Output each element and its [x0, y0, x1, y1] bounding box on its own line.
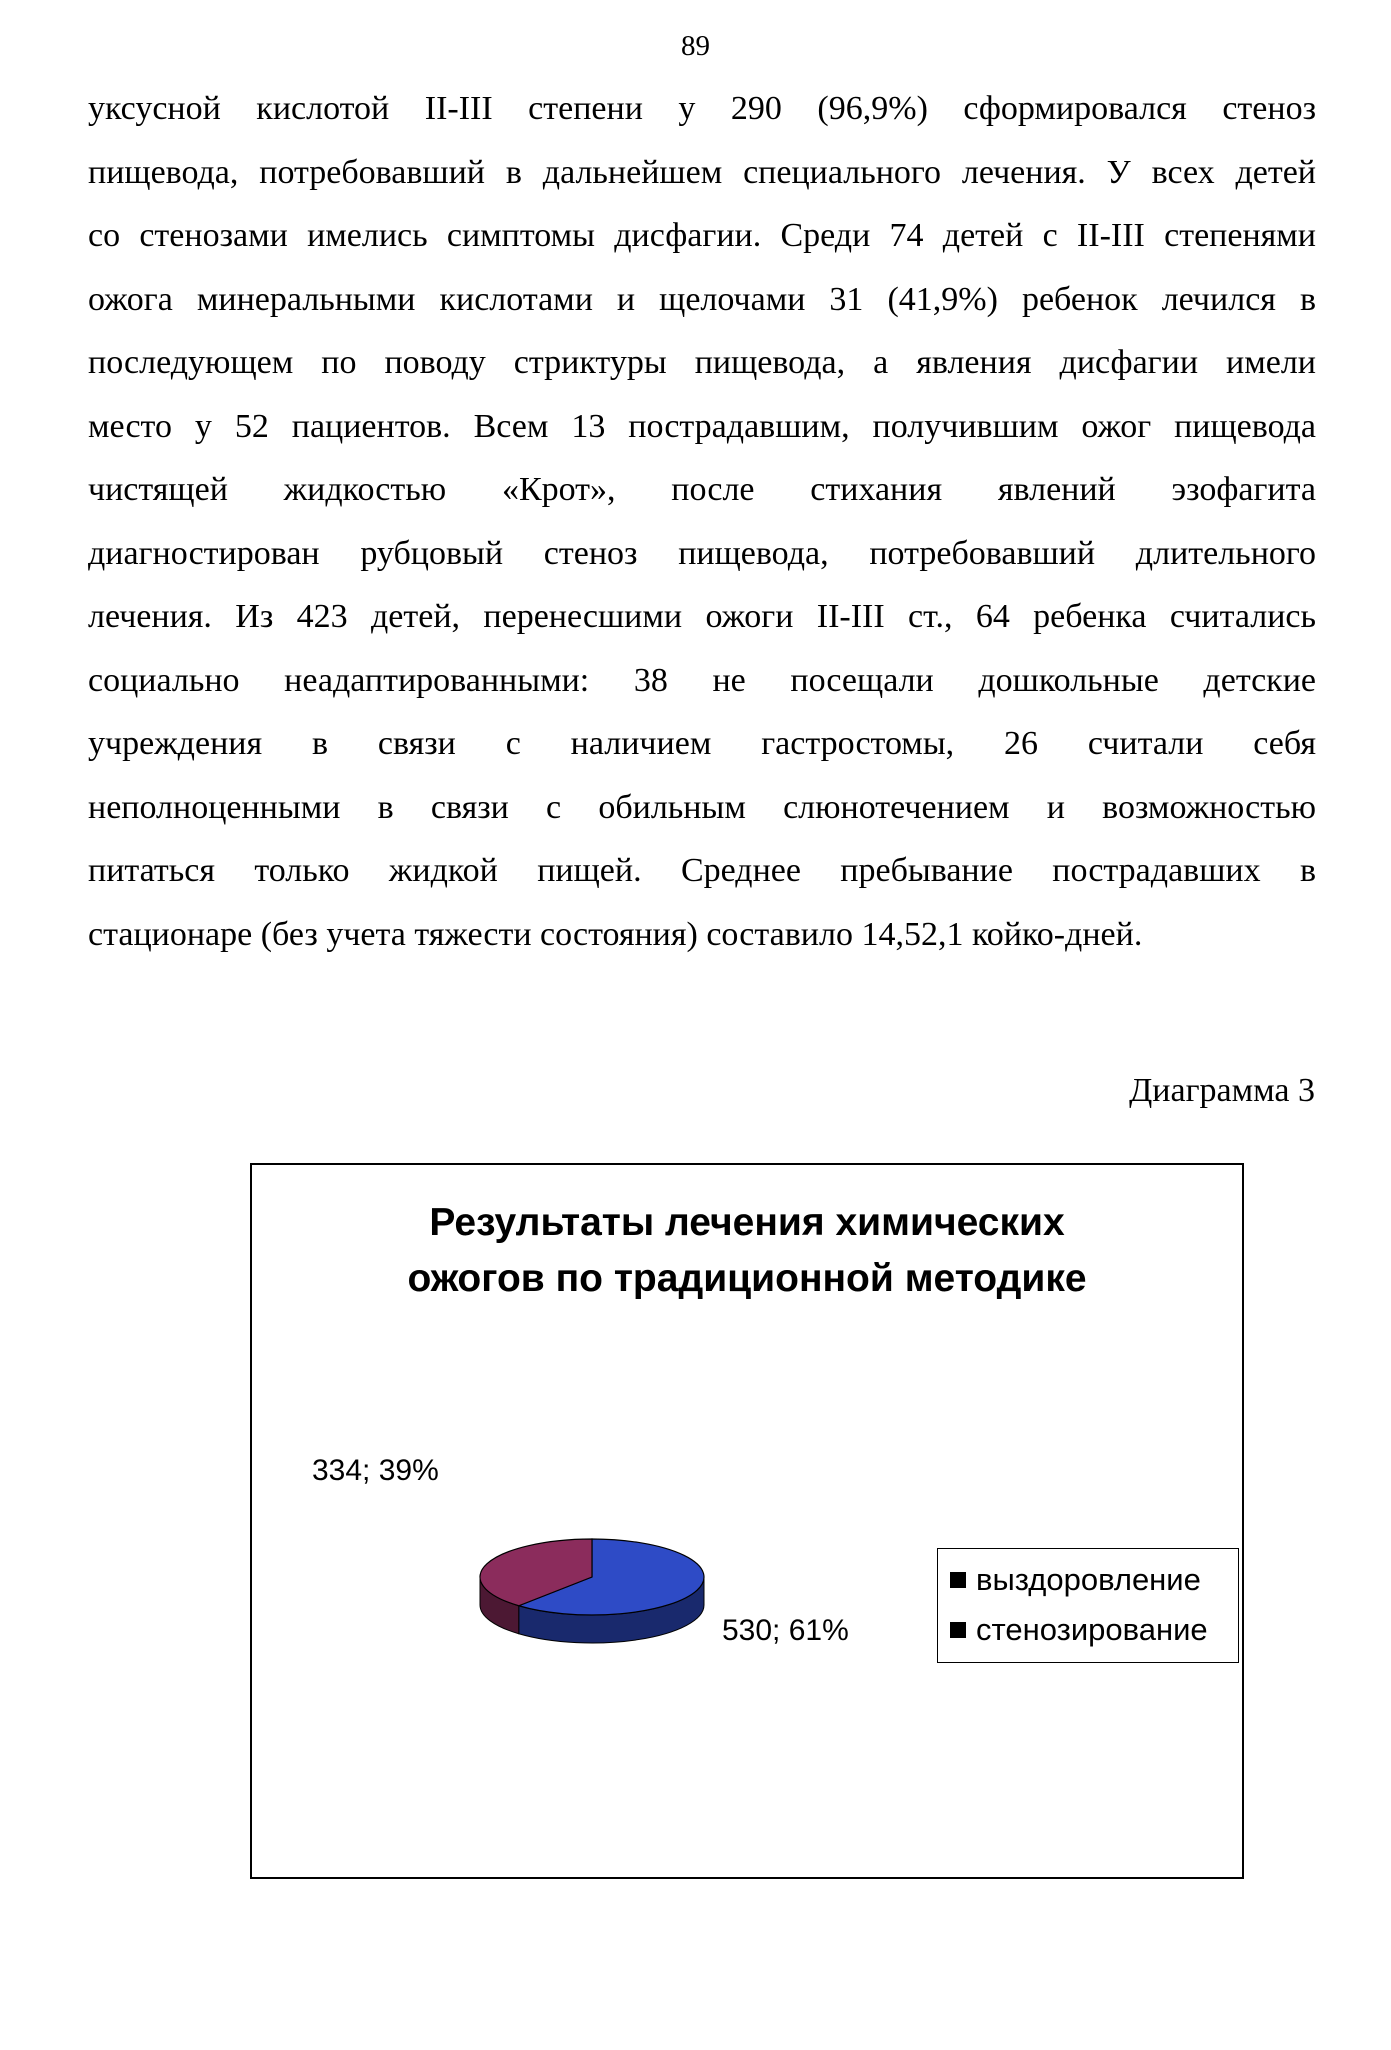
text-line: последующем по поводу стриктуры пищевода, а явления дисфагии имели	[88, 344, 1316, 381]
text-line: учреждения в связи с наличием гастростомы, 26 считали себя	[88, 725, 1316, 762]
text-line: место у 52 пациентов. Всем 13 пострадавшим, получившим ожог пищевода	[88, 407, 1316, 445]
body-paragraph	[88, 77, 1316, 966]
text-line: лечения. Из 423 детей, перенесшими ожоги II-III ст., 64 ребенка считались	[88, 598, 1316, 635]
text-line: диагностирован рубцовый стеноз пищевода, потребовавший длительного	[88, 534, 1316, 572]
pie-data-label: 530; 61%	[722, 1614, 849, 1647]
legend-label: выздоровление	[976, 1562, 1201, 1597]
legend-item	[950, 1605, 1238, 1655]
page-number: 89	[681, 30, 710, 62]
chart-title-line: ожогов по традиционной методике	[407, 1257, 1087, 1300]
text-line: со стенозами имелись симптомы дисфагии. Среди 74 детей с II-III степенями	[88, 217, 1316, 254]
text-line: социально неадаптированными: 38 не посещали дошкольные детские	[88, 661, 1316, 699]
chart-title-line: Результаты лечения химических	[429, 1201, 1065, 1244]
chart-frame	[250, 1163, 1244, 1879]
text-line: уксусной кислотой II-III степени у 290 (96,9%) сформировался стеноз	[88, 90, 1316, 127]
text-line: питаться только жидкой пищей. Среднее пребывание пострадавших в	[88, 852, 1316, 889]
text-line: пищевода, потребовавший в дальнейшем специального лечения. У всех детей	[88, 153, 1316, 191]
chart-legend	[937, 1548, 1239, 1663]
text-line: стационаре (без учета тяжести состояния) составило 14,52,1 койко-дней.	[88, 915, 1143, 953]
pie-data-label: 334; 39%	[312, 1454, 439, 1487]
text-line: неполноценными в связи с обильным слюнотечением и возможностью	[88, 788, 1316, 826]
diagram-caption: Диаграмма 3	[1129, 1072, 1315, 1109]
legend-label: стенозирование	[976, 1612, 1208, 1647]
text-line: ожога минеральными кислотами и щелочами 31 (41,9%) ребенок лечился в	[88, 280, 1316, 318]
legend-swatch	[950, 1622, 966, 1638]
text-line: чистящей жидкостью «Крот», после стихания явлений эзофагита	[88, 471, 1316, 508]
legend-item	[950, 1555, 1238, 1605]
legend-swatch	[950, 1572, 966, 1588]
pie-chart	[252, 1165, 1242, 1877]
